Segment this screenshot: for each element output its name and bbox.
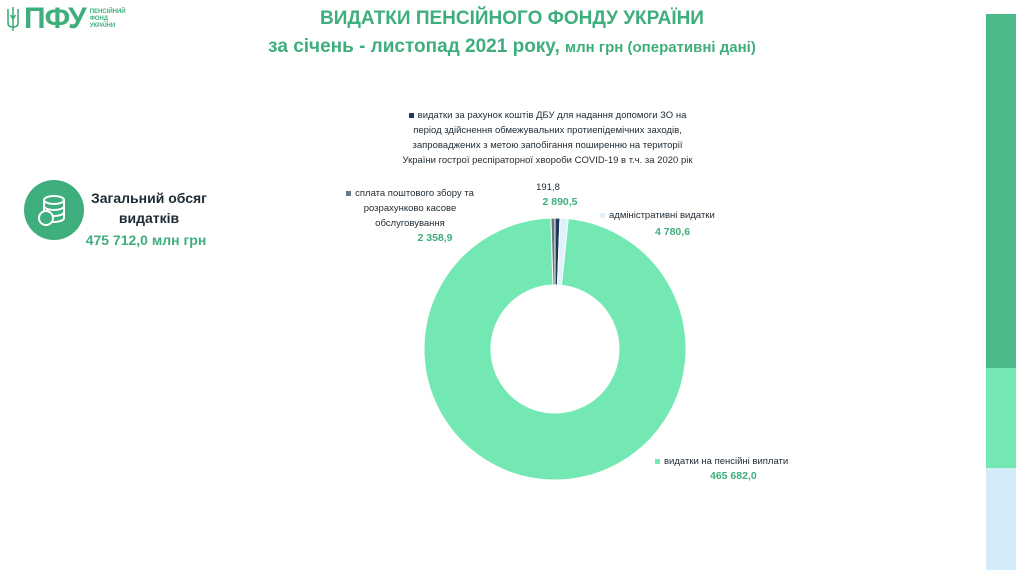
annotation-postal bbox=[345, 186, 475, 231]
label-postal: сплата поштового збору та розрахунково касове обслуговування bbox=[355, 188, 474, 229]
label-covid: видатки за рахунок коштів ДБУ для надання допомоги ЗО на період здійснення обмежувальних протиепідемічних заходів, запроваджених з метою запобігання поширенню на території України гострої респіраторної хвороби COVID-19 в т.ч. за 2020 рік bbox=[402, 110, 693, 166]
value-covid: 2 890,5 bbox=[542, 196, 578, 208]
value-covid-sub: 191,8 bbox=[536, 182, 560, 193]
page-title: ВИДАТКИ ПЕНСІЙНОГО ФОНДУ УКРАЇНИ bbox=[320, 8, 704, 29]
label-pension: видатки на пенсійні виплати bbox=[664, 456, 789, 467]
annotation-pension bbox=[655, 454, 815, 469]
subtitle-period: за січень - листопад 2021 року, bbox=[268, 36, 560, 57]
legend-marker-pension bbox=[655, 459, 660, 464]
label-admin: адміністративні видатки bbox=[609, 210, 715, 221]
value-admin: 4 780,6 bbox=[655, 226, 691, 238]
total-value: 475 712,0 млн грн bbox=[85, 232, 207, 248]
legend-marker-postal bbox=[346, 191, 351, 196]
legend-marker-covid bbox=[409, 113, 414, 118]
logo-abbr: ПФУ bbox=[24, 2, 86, 35]
annotation-admin bbox=[600, 208, 740, 223]
logo-text: ПЕНСІЙНИЙ ФОНД УКРАЇНИ bbox=[89, 8, 126, 29]
subtitle-units: млн грн (оперативні дані) bbox=[565, 39, 756, 56]
value-pension: 465 682,0 bbox=[710, 470, 757, 482]
legend-marker-admin bbox=[600, 213, 605, 218]
total-label: Загальний обсяг видатків bbox=[90, 190, 208, 226]
value-postal: 2 358,9 bbox=[417, 232, 453, 244]
annotation-covid bbox=[395, 108, 700, 168]
